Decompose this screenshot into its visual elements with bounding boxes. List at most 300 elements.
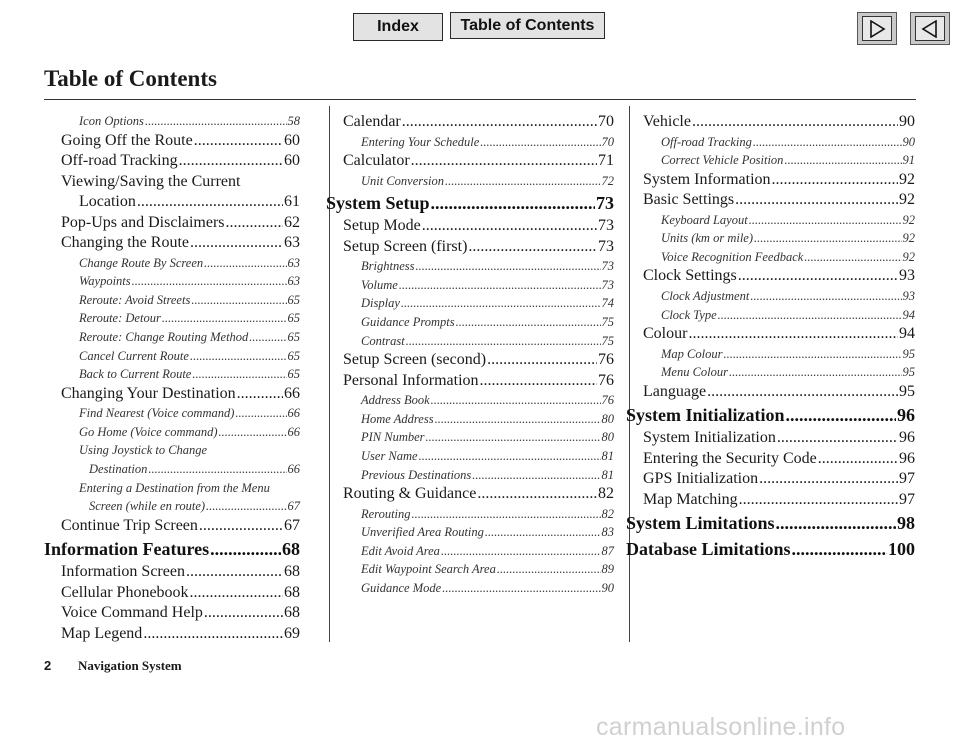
dot-leader xyxy=(707,382,898,403)
dot-leader xyxy=(776,510,897,536)
toc-entry-title: Setup Mode xyxy=(343,217,421,235)
toc-section-entry[interactable] xyxy=(326,190,614,216)
dot-leader xyxy=(739,490,898,511)
toc-entry-title: Changing the Route xyxy=(61,234,189,252)
dot-leader xyxy=(487,350,597,371)
toc-column-2 xyxy=(326,112,614,598)
toc-entry-title: System Setup xyxy=(326,193,430,214)
toc-entry-title: Find Nearest (Voice command) xyxy=(79,406,235,421)
toc-page-number: 95 xyxy=(902,365,915,380)
toc-page-number: 92 xyxy=(902,231,915,246)
toc-entry-title: System Initialization xyxy=(626,405,785,426)
toc-subentry[interactable] xyxy=(61,497,300,516)
toc-entry-title: Guidance Prompts xyxy=(361,314,455,329)
toc-page-number: 60 xyxy=(284,131,300,149)
dot-leader xyxy=(137,192,283,213)
toc-entry-title: Destination xyxy=(89,462,148,477)
toc-entry-title: Basic Settings xyxy=(643,191,735,209)
dot-leader xyxy=(190,583,283,604)
toc-entry[interactable] xyxy=(643,428,915,449)
toc-page-number: 73 xyxy=(598,217,614,235)
dot-leader xyxy=(406,332,601,351)
toc-page-number: 91 xyxy=(902,153,915,168)
toc-column-3 xyxy=(626,112,915,562)
watermark: carmanualsonline.info xyxy=(596,713,846,741)
toc-page-number: 74 xyxy=(601,296,614,311)
toc-entry-title: Changing Your Destination xyxy=(61,384,236,402)
toc-column-1 xyxy=(44,112,300,644)
toc-entry-title: Change Route By Screen xyxy=(79,255,204,270)
toc-entry[interactable] xyxy=(643,112,915,133)
toc-subentry[interactable] xyxy=(61,328,300,347)
toc-page-number: 71 xyxy=(598,152,614,170)
dot-leader xyxy=(422,216,597,237)
toc-subentry[interactable] xyxy=(643,306,915,325)
toc-entry-title: Menu Colour xyxy=(661,365,729,380)
dot-leader xyxy=(497,560,601,579)
table-of-contents-button[interactable]: Table of Contents xyxy=(450,12,605,39)
toc-entry-title: Icon Options xyxy=(79,114,144,128)
toc-page-number: 90 xyxy=(601,581,614,595)
dot-leader xyxy=(786,402,896,428)
dot-leader xyxy=(210,536,281,562)
dot-leader xyxy=(792,536,887,562)
toc-entry-title: Location xyxy=(79,193,136,211)
toc-page-number: 80 xyxy=(601,411,614,426)
toc-entry[interactable] xyxy=(643,490,915,511)
toc-entry-title: Entering Your Schedule xyxy=(361,134,480,149)
toc-page-number: 93 xyxy=(899,267,915,285)
toc-page-number: 83 xyxy=(601,525,614,540)
toc-page-number: 67 xyxy=(284,516,300,534)
toc-subentry[interactable] xyxy=(343,313,614,332)
toc-page-number: 97 xyxy=(899,470,915,488)
dot-leader xyxy=(235,404,286,423)
toc-entry-title: Entering the Security Code xyxy=(643,449,817,467)
toc-entry-title: Going Off the Route xyxy=(61,131,193,149)
dot-leader xyxy=(162,309,287,328)
toc-entry[interactable] xyxy=(61,151,300,172)
toc-entry-title: System Initialization xyxy=(643,429,776,447)
toc-subentry[interactable] xyxy=(61,272,300,291)
toc-subentry[interactable] xyxy=(643,345,915,364)
previous-arrow-icon xyxy=(921,20,939,38)
toc-entry-title: PIN Number xyxy=(361,430,425,445)
toc-entry-title: Setup Screen (second) xyxy=(343,351,487,369)
toc-entry[interactable] xyxy=(343,371,614,392)
toc-page-number: 66 xyxy=(284,384,300,402)
toc-page-number: 63 xyxy=(287,255,300,270)
toc-entry[interactable] xyxy=(61,624,300,645)
toc-page-number: 94 xyxy=(899,325,915,343)
dot-leader xyxy=(729,363,901,382)
previous-page-button[interactable] xyxy=(910,12,950,45)
toc-entry-title: Routing & Guidance xyxy=(343,485,477,503)
toc-subentry[interactable] xyxy=(61,423,300,442)
toc-page-number: 70 xyxy=(598,113,614,130)
dot-leader xyxy=(194,131,283,152)
dot-leader xyxy=(456,313,601,332)
toc-page-number: 68 xyxy=(284,563,300,581)
toc-entry[interactable] xyxy=(643,170,915,191)
toc-page-number: 76 xyxy=(598,371,614,389)
toc-subentry[interactable] xyxy=(61,291,300,310)
toc-page-number: 76 xyxy=(601,393,614,408)
toc-entry-title: Address Book xyxy=(361,393,430,408)
toc-entry-title: Volume xyxy=(361,277,398,292)
dot-leader xyxy=(179,151,283,172)
toc-entry-title: GPS Initialization xyxy=(643,470,759,488)
toc-page-number: 65 xyxy=(287,311,300,326)
toc-page-number: 65 xyxy=(287,367,300,382)
toc-page-number: 62 xyxy=(284,213,300,231)
toc-subentry[interactable] xyxy=(343,133,614,152)
toc-subentry[interactable] xyxy=(61,404,300,423)
toc-entry-title: Map Legend xyxy=(61,624,143,642)
toc-page-number: 92 xyxy=(902,212,915,227)
toc-subentry[interactable] xyxy=(343,332,614,351)
toc-page-number: 82 xyxy=(601,506,614,521)
toc-page-number: 82 xyxy=(598,485,614,503)
dot-leader xyxy=(485,523,601,542)
toc-entry-title: Using Joystick to Change xyxy=(79,443,208,458)
toc-subentry[interactable] xyxy=(343,560,614,579)
dot-leader xyxy=(718,306,902,325)
toc-page-number: 90 xyxy=(902,134,915,149)
dot-leader xyxy=(692,112,898,133)
toc-entry-title: Correct Vehicle Position xyxy=(661,153,784,168)
dot-leader xyxy=(226,213,283,234)
toc-section-entry[interactable] xyxy=(44,536,300,562)
toc-page-number: 69 xyxy=(284,624,300,642)
dot-leader xyxy=(204,603,283,624)
dot-leader xyxy=(412,505,601,524)
toc-entry-title: Language xyxy=(643,382,707,400)
toc-page-number: 95 xyxy=(902,346,915,361)
toc-entry-title: System Information xyxy=(643,170,771,188)
toc-page-number: 98 xyxy=(897,513,915,534)
toc-entry-title: Entering a Destination from the Menu xyxy=(79,480,270,495)
toc-entry-title: Unit Conversion xyxy=(361,173,444,188)
toc-page-number: 68 xyxy=(284,604,300,622)
toc-page-number: 68 xyxy=(284,583,300,601)
toc-subentry[interactable] xyxy=(343,410,614,429)
dot-leader xyxy=(237,384,283,405)
toc-entry-title: Off-road Tracking xyxy=(661,134,752,149)
toc-page-number: 96 xyxy=(897,405,915,426)
dot-leader xyxy=(132,272,287,291)
toc-subentry[interactable] xyxy=(343,447,614,466)
toc-entry-title: Back to Current Route xyxy=(79,367,192,382)
toc-subentry[interactable] xyxy=(343,466,614,485)
toc-entry-title: Waypoints xyxy=(79,274,131,289)
toc-entry[interactable] xyxy=(343,350,614,371)
toc-entry-title: Information Screen xyxy=(61,563,185,581)
toc-page-number: 61 xyxy=(284,193,300,211)
toc-entry-title: Edit Waypoint Search Area xyxy=(361,562,496,577)
toc-page-number: 66 xyxy=(287,462,300,477)
toc-page-number: 96 xyxy=(899,449,915,467)
toc-entry-title: Personal Information xyxy=(343,371,479,389)
toc-entry[interactable] xyxy=(61,562,300,583)
toc-subentry[interactable] xyxy=(343,505,614,524)
dot-leader xyxy=(480,133,600,152)
toc-subentry[interactable] xyxy=(343,172,614,191)
dot-leader xyxy=(472,466,600,485)
toc-entry-title: Clock Settings xyxy=(643,267,737,285)
toc-page-number: 65 xyxy=(287,329,300,344)
toc-entry[interactable] xyxy=(643,469,915,490)
dot-leader xyxy=(190,233,283,254)
toc-entry-title: Home Address xyxy=(361,411,434,426)
toc-page-number: 92 xyxy=(899,170,915,188)
toc-subentry[interactable] xyxy=(61,309,300,328)
dot-leader xyxy=(206,497,286,516)
toc-entry-title: Voice Command Help xyxy=(61,604,203,622)
dot-leader xyxy=(190,347,287,366)
toc-subentry[interactable] xyxy=(343,391,614,410)
dot-leader xyxy=(759,469,898,490)
toc-page-number: 72 xyxy=(601,173,614,188)
toc-entry[interactable] xyxy=(343,484,614,505)
dot-leader xyxy=(148,460,286,479)
dot-leader xyxy=(186,562,283,583)
toc-page-number: 97 xyxy=(899,490,915,508)
toc-page-number: 66 xyxy=(287,406,300,421)
toc-entry-title: Display xyxy=(361,296,400,311)
toc-page-number: 90 xyxy=(899,113,915,130)
toc-subentry[interactable] xyxy=(643,363,915,382)
dot-leader xyxy=(402,112,597,133)
toc-subentry[interactable] xyxy=(61,254,300,273)
next-arrow-icon xyxy=(868,20,886,38)
toc-section-entry[interactable] xyxy=(626,536,915,562)
dot-leader xyxy=(143,624,283,645)
dot-leader xyxy=(426,428,601,447)
toc-entry-title: Information Features xyxy=(44,539,210,560)
dot-leader xyxy=(468,237,597,258)
toc-subentry[interactable] xyxy=(643,248,915,267)
toc-entry[interactable] xyxy=(61,233,300,254)
toc-page-number: 73 xyxy=(601,277,614,292)
dot-leader xyxy=(192,365,286,384)
toc-page-number: 95 xyxy=(899,382,915,400)
toc-subentry[interactable] xyxy=(61,112,300,131)
toc-entry[interactable] xyxy=(61,384,300,405)
toc-entry-title: Guidance Mode xyxy=(361,581,442,595)
dot-leader xyxy=(399,276,601,295)
toc-entry-title: Calculator xyxy=(343,152,410,170)
toc-page-number: 65 xyxy=(287,292,300,307)
toc-subentry[interactable] xyxy=(643,151,915,170)
toc-entry-title: Clock Type xyxy=(661,307,717,322)
toc-page-number: 75 xyxy=(601,314,614,329)
toc-subentry[interactable] xyxy=(61,365,300,384)
toc-page-number: 80 xyxy=(601,430,614,445)
toc-subentry[interactable] xyxy=(61,441,300,460)
toc-subentry[interactable] xyxy=(343,523,614,542)
toc-entry[interactable] xyxy=(61,131,300,152)
toc-entry[interactable] xyxy=(61,516,300,537)
toc-entry-title: Pop-Ups and Disclaimers xyxy=(61,213,225,231)
dot-leader xyxy=(441,542,601,561)
footer-page-number: 2 xyxy=(44,658,52,673)
toc-subentry[interactable] xyxy=(61,347,300,366)
toc-page-number: 70 xyxy=(601,134,614,149)
column-divider xyxy=(329,106,330,642)
dot-leader xyxy=(723,345,901,364)
toc-entry[interactable] xyxy=(643,449,915,470)
dot-leader xyxy=(777,428,898,449)
toc-entry-title: Screen (while en route) xyxy=(89,499,206,514)
toc-page-number: 87 xyxy=(601,543,614,558)
dot-leader xyxy=(249,328,286,347)
toc-page-number: 92 xyxy=(902,249,915,264)
toc-entry[interactable] xyxy=(643,324,915,345)
toc-entry[interactable] xyxy=(61,583,300,604)
dot-leader xyxy=(419,447,601,466)
toc-page-number: 89 xyxy=(601,562,614,577)
toc-entry-title: Units (km or mile) xyxy=(661,231,753,246)
toc-entry-title: Cancel Current Route xyxy=(79,348,189,363)
page-title: Table of Contents xyxy=(44,66,217,91)
toc-entry-title: Reroute: Detour xyxy=(79,311,161,326)
dot-leader xyxy=(688,324,898,345)
toc-subentry[interactable] xyxy=(343,428,614,447)
dot-leader xyxy=(738,266,898,287)
dot-leader xyxy=(818,449,898,470)
dot-leader xyxy=(477,484,597,505)
index-button[interactable]: Index xyxy=(353,13,443,41)
toc-page-number: 81 xyxy=(601,467,614,482)
dot-leader xyxy=(750,287,901,306)
toc-entry-title: Calendar xyxy=(343,113,401,130)
toc-entry[interactable] xyxy=(343,237,614,258)
toc-entry-title: User Name xyxy=(361,448,418,463)
toc-page-number: 63 xyxy=(284,234,300,252)
dot-leader xyxy=(772,170,898,191)
toc-entry[interactable] xyxy=(61,172,300,193)
toc-entry-title: Map Colour xyxy=(661,346,723,361)
toc-entry-title: Vehicle xyxy=(643,113,691,130)
toc-page-number: 92 xyxy=(899,191,915,209)
toc-entry[interactable] xyxy=(61,603,300,624)
toc-entry-title: Previous Destinations xyxy=(361,467,472,482)
dot-leader xyxy=(191,291,286,310)
toc-entry-title: Clock Adjustment xyxy=(661,288,750,303)
dot-leader xyxy=(431,391,601,410)
dot-leader xyxy=(784,151,901,170)
toc-entry[interactable] xyxy=(61,192,300,213)
dot-leader xyxy=(753,133,902,152)
dot-leader xyxy=(480,371,597,392)
toc-entry[interactable] xyxy=(643,266,915,287)
toc-entry-title: Setup Screen (first) xyxy=(343,237,468,255)
toc-section-entry[interactable] xyxy=(626,402,915,428)
toc-entry-title: System Limitations xyxy=(626,513,775,534)
toc-page-number: 73 xyxy=(596,193,614,214)
toc-entry-title: Edit Avoid Area xyxy=(361,543,440,558)
dot-leader xyxy=(401,294,601,313)
toc-page-number: 96 xyxy=(899,429,915,447)
toc-subentry[interactable] xyxy=(643,211,915,230)
next-page-button[interactable] xyxy=(857,12,897,45)
toc-subentry[interactable] xyxy=(343,276,614,295)
toc-page-number: 63 xyxy=(287,274,300,289)
toc-page-number: 65 xyxy=(287,348,300,363)
dot-leader xyxy=(219,423,287,442)
toc-subentry[interactable] xyxy=(61,479,300,498)
dot-leader xyxy=(804,248,901,267)
toc-page-number: 60 xyxy=(284,152,300,170)
toc-entry-title: Map Matching xyxy=(643,490,738,508)
toc-page-number: 67 xyxy=(287,499,300,514)
dot-leader xyxy=(411,151,597,172)
toc-page-number: 81 xyxy=(601,448,614,463)
toc-subentry[interactable] xyxy=(643,287,915,306)
toc-page-number: 94 xyxy=(902,307,915,322)
dot-leader xyxy=(749,211,902,230)
toc-entry-title: Database Limitations xyxy=(626,539,791,560)
toc-entry-title: Reroute: Avoid Streets xyxy=(79,292,191,307)
dot-leader xyxy=(415,257,600,276)
toc-entry-title: Keyboard Layout xyxy=(661,212,748,227)
toc-subentry[interactable] xyxy=(343,257,614,276)
toc-page-number: 66 xyxy=(287,424,300,439)
toc-entry[interactable] xyxy=(61,213,300,234)
toc-entry-title: Contrast xyxy=(361,333,405,348)
toc-section-entry[interactable] xyxy=(626,510,915,536)
toc-entry[interactable] xyxy=(343,112,614,133)
dot-leader xyxy=(445,172,601,191)
toc-entry-title: Go Home (Voice command) xyxy=(79,424,218,439)
toc-page-number: 73 xyxy=(598,237,614,255)
dot-leader xyxy=(145,112,287,131)
toc-subentry[interactable] xyxy=(643,229,915,248)
toc-subentry[interactable] xyxy=(343,542,614,561)
toc-entry[interactable] xyxy=(343,216,614,237)
toc-entry-title: Reroute: Change Routing Method xyxy=(79,329,249,344)
toc-page-number: 68 xyxy=(282,539,300,560)
toc-entry[interactable] xyxy=(343,151,614,172)
toc-subentry[interactable] xyxy=(343,294,614,313)
toc-subentry[interactable] xyxy=(343,579,614,598)
toc-subentry[interactable] xyxy=(61,460,300,479)
dot-leader xyxy=(754,229,902,248)
toc-entry-title: Cellular Phonebook xyxy=(61,583,189,601)
toc-page-number: 76 xyxy=(598,351,614,369)
toc-entry-title: Brightness xyxy=(361,259,415,274)
footer-book-title: Navigation System xyxy=(78,658,182,673)
toc-entry[interactable] xyxy=(643,382,915,403)
dot-leader xyxy=(204,254,286,273)
toc-subentry[interactable] xyxy=(643,133,915,152)
toc-entry-title: Off-road Tracking xyxy=(61,152,178,170)
toc-entry[interactable] xyxy=(643,190,915,211)
toc-page-number: 75 xyxy=(601,333,614,348)
toc-entry-title: Unverified Area Routing xyxy=(361,525,484,540)
toc-entry-title: Voice Recognition Feedback xyxy=(661,249,804,264)
dot-leader xyxy=(431,190,595,216)
toc-entry-title: Colour xyxy=(643,325,688,343)
toc-page-number: 58 xyxy=(287,114,300,128)
toc-page-number: 73 xyxy=(601,259,614,274)
title-divider xyxy=(44,99,916,100)
dot-leader xyxy=(442,579,600,598)
toc-page-number: 100 xyxy=(888,539,915,560)
toc-entry-title: Continue Trip Screen xyxy=(61,516,198,534)
toc-entry-title: Viewing/Saving the Current xyxy=(61,172,241,190)
